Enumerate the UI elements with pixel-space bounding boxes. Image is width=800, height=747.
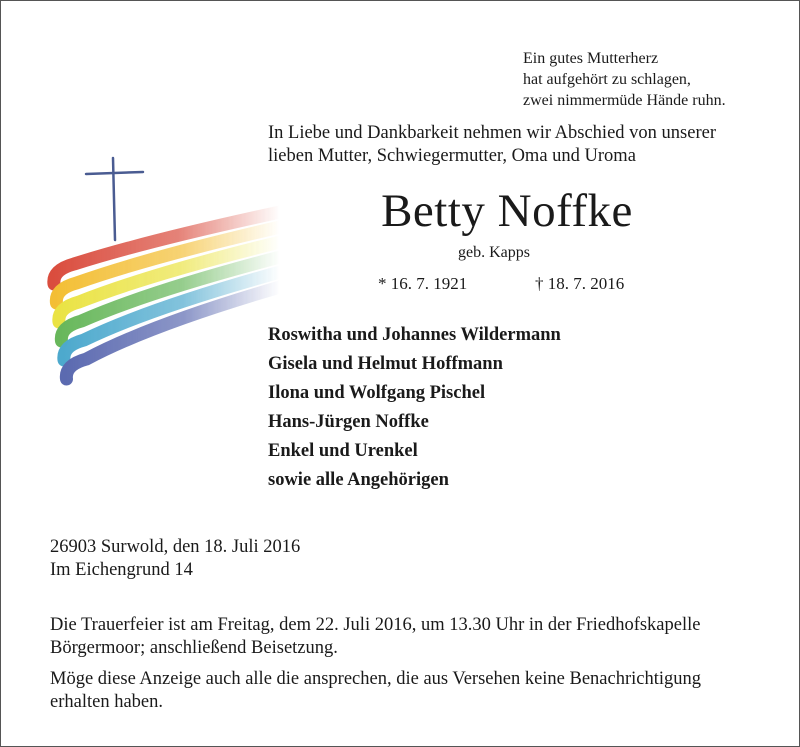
cross-rainbow-icon [40, 140, 290, 400]
cross-icon [86, 158, 143, 240]
birth-date: * 16. 7. 1921 [378, 274, 468, 293]
motto-line: Ein gutes Mutterherz [523, 50, 659, 67]
mourners-list [268, 321, 561, 495]
motto [523, 48, 726, 111]
intro-text [268, 122, 716, 168]
address-line: 26903 Surwold, den 18. Juli 2016 [50, 537, 301, 557]
address-block [50, 536, 300, 582]
intro-line: In Liebe und Dankbarkeit nehmen wir Abschied von unserer [268, 123, 716, 143]
funeral-notice [50, 614, 760, 722]
death-date: † 18. 7. 2016 [535, 274, 625, 293]
motto-line: zwei nimmermüde Hände ruhn. [523, 92, 726, 109]
mourner-item: Enkel und Urenkel [268, 441, 418, 461]
address-line: Im Eichengrund 14 [50, 560, 193, 580]
mourner-item: sowie alle Angehörigen [268, 470, 449, 490]
rainbow-stripes [54, 212, 280, 379]
notice-paragraph: Möge diese Anzeige auch alle die ansprechen, die aus Versehen keine Benachrichtigung erhalten haben. [50, 669, 702, 712]
mourner-item: Gisela und Helmut Hoffmann [268, 354, 503, 374]
motto-line: hat aufgehört zu schlagen, [523, 71, 691, 88]
mourner-item: Hans-Jürgen Noffke [268, 412, 429, 432]
deceased-name: Betty Noffke [381, 185, 633, 237]
mourner-item: Ilona und Wolfgang Pischel [268, 383, 486, 403]
mourner-item: Roswitha und Johannes Wildermann [268, 325, 561, 345]
intro-line: lieben Mutter, Schwiegermutter, Oma und Uroma [268, 146, 636, 166]
notice-paragraph: Die Trauerfeier ist am Freitag, dem 22. Juli 2016, um 13.30 Uhr in der Friedhofskapelle Börgermoor; anschließend Beisetzung. [50, 615, 701, 658]
born-name: geb. Kapps [458, 244, 530, 261]
